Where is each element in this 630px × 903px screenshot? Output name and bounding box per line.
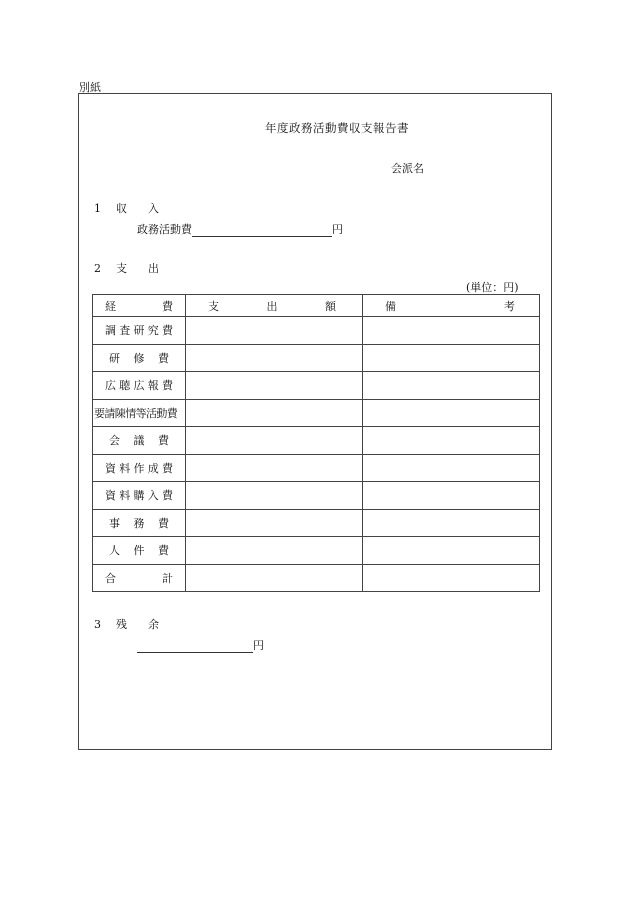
header-amount-char-3: 額 xyxy=(325,299,336,313)
expense-item-cell xyxy=(93,537,186,565)
table-row xyxy=(93,454,540,482)
income-currency: 円 xyxy=(332,223,343,236)
expense-item-cell xyxy=(93,372,186,400)
expense-amount-cell[interactable] xyxy=(186,427,363,455)
expense-amount-cell[interactable] xyxy=(186,317,363,345)
expense-item-cell xyxy=(93,399,186,427)
remainder-currency: 円 xyxy=(253,639,264,652)
expense-amount-cell[interactable] xyxy=(186,454,363,482)
expense-item-cell xyxy=(93,317,186,345)
unit-note: (単位：円) xyxy=(466,281,519,294)
header-amount xyxy=(186,295,363,317)
expense-notes-cell[interactable] xyxy=(363,564,540,592)
table-row xyxy=(93,399,540,427)
expense-item-cell xyxy=(93,344,186,372)
expense-item-cell xyxy=(93,454,186,482)
expense-item-label: 人件費 xyxy=(109,544,169,558)
expense-item-label: 広聴広報費 xyxy=(105,379,173,393)
expense-heading-char-2: 出 xyxy=(148,262,159,275)
header-amount-char-1: 支 xyxy=(208,299,219,313)
table-row xyxy=(93,509,540,537)
expense-notes-cell[interactable] xyxy=(363,344,540,372)
table-row xyxy=(93,564,540,592)
header-expense-char-2: 費 xyxy=(162,299,173,313)
remainder-amount-field[interactable] xyxy=(137,641,253,653)
expense-amount-cell[interactable] xyxy=(186,537,363,565)
expense-notes-cell[interactable] xyxy=(363,454,540,482)
table-header-row xyxy=(93,295,540,317)
expense-notes-cell[interactable] xyxy=(363,427,540,455)
table-row xyxy=(93,317,540,345)
expense-item-label: 会議費 xyxy=(109,434,169,448)
expense-amount-cell[interactable] xyxy=(186,344,363,372)
income-heading-char-2: 入 xyxy=(148,202,159,215)
expense-amount-cell[interactable] xyxy=(186,399,363,427)
remainder-section-number: 3 xyxy=(94,618,101,631)
expense-notes-cell[interactable] xyxy=(363,482,540,510)
income-amount-field[interactable] xyxy=(192,225,332,237)
income-section-number: 1 xyxy=(94,202,101,215)
header-amount-char-2: 出 xyxy=(266,299,278,313)
expense-item-cell xyxy=(93,509,186,537)
remainder-heading-char-2: 余 xyxy=(148,618,159,631)
faction-name-label: 会派名 xyxy=(391,162,424,175)
expense-heading xyxy=(94,260,159,276)
expense-amount-cell[interactable] xyxy=(186,509,363,537)
page-title: 年度政務活動費収支報告書 xyxy=(265,121,409,135)
expense-amount-cell[interactable] xyxy=(186,372,363,400)
expense-item-label: 事務費 xyxy=(109,516,169,530)
expense-item-cell xyxy=(93,482,186,510)
expense-item-label: 資料購入費 xyxy=(105,489,173,503)
expense-item-label: 調査研究費 xyxy=(105,324,173,338)
table-row xyxy=(93,427,540,455)
table-row xyxy=(93,482,540,510)
expense-amount-cell[interactable] xyxy=(186,482,363,510)
income-line xyxy=(137,221,343,237)
remainder-line xyxy=(137,637,264,653)
table-row xyxy=(93,372,540,400)
income-heading-char-1: 収 xyxy=(116,202,127,215)
expense-section-number: 2 xyxy=(94,262,101,275)
expense-item-label: 要請陳情等活動費 xyxy=(94,406,178,420)
remainder-heading-char-1: 残 xyxy=(116,618,127,631)
expense-notes-cell[interactable] xyxy=(363,372,540,400)
header-expense xyxy=(93,295,186,317)
table-row xyxy=(93,537,540,565)
expense-item-label: 合計 xyxy=(105,571,173,585)
expense-amount-cell[interactable] xyxy=(186,564,363,592)
attachment-label: 別紙 xyxy=(79,81,101,94)
income-item-label: 政務活動費 xyxy=(137,223,192,236)
expense-notes-cell[interactable] xyxy=(363,399,540,427)
header-expense-char-1: 経 xyxy=(105,299,116,313)
expense-item-cell xyxy=(93,564,186,592)
income-heading xyxy=(94,200,159,216)
expense-notes-cell[interactable] xyxy=(363,317,540,345)
expense-notes-cell[interactable] xyxy=(363,537,540,565)
expense-item-label: 資料作成費 xyxy=(105,461,173,475)
remainder-heading xyxy=(94,616,159,632)
expense-notes-cell[interactable] xyxy=(363,509,540,537)
header-notes xyxy=(363,295,540,317)
header-notes-char-2: 考 xyxy=(504,299,515,313)
table-row xyxy=(93,344,540,372)
expense-heading-char-1: 支 xyxy=(116,262,127,275)
expense-item-cell xyxy=(93,427,186,455)
expense-table xyxy=(92,294,540,592)
expense-item-label: 研修費 xyxy=(109,351,169,365)
header-notes-char-1: 備 xyxy=(385,299,396,313)
